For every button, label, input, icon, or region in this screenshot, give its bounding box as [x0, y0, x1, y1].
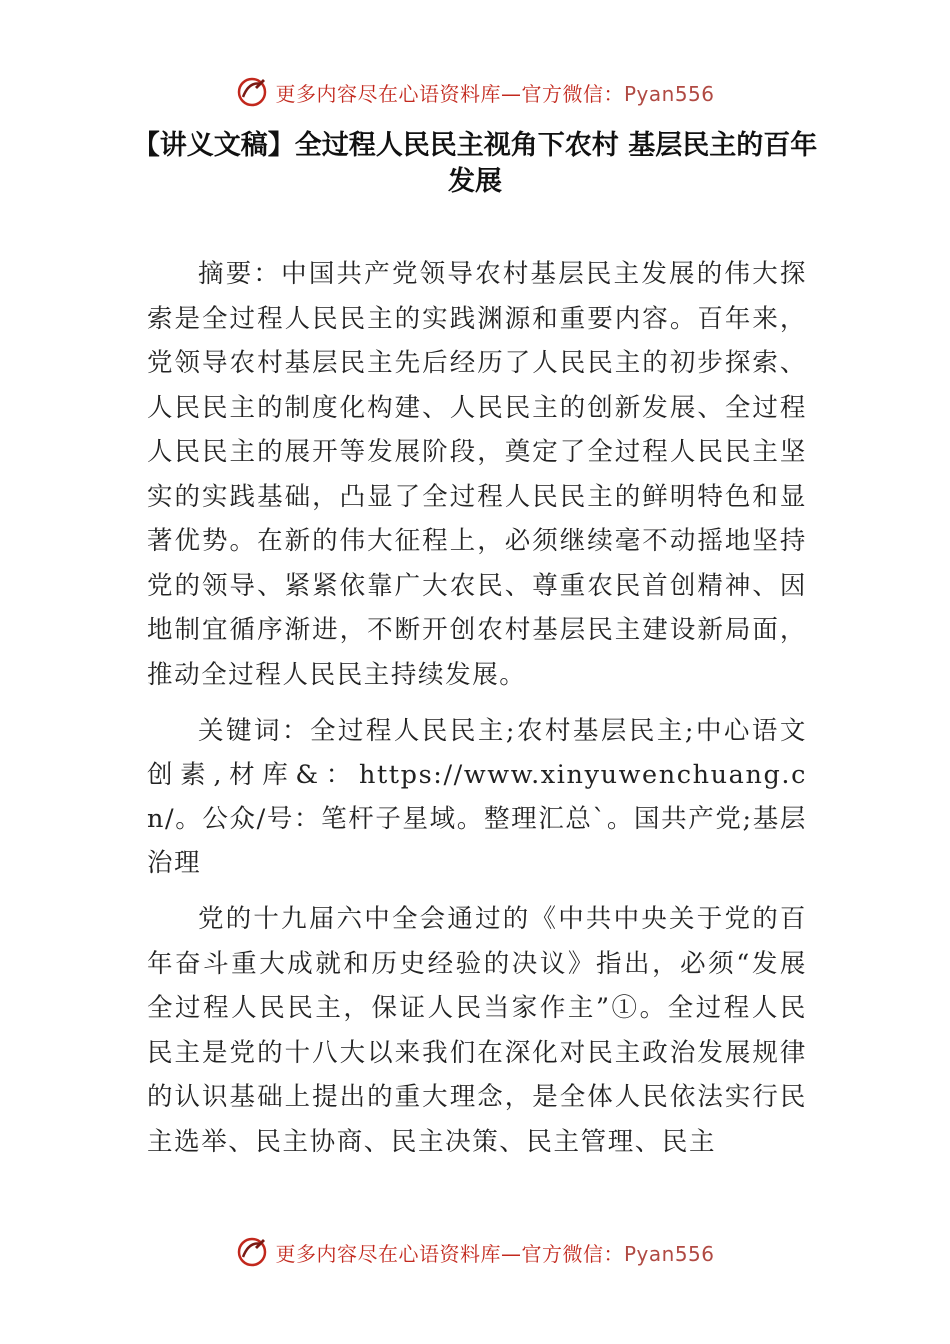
wechat-id: Pyan556	[623, 81, 715, 106]
wechat-id: Pyan556	[623, 1241, 715, 1266]
banner-label: 更多内容尽在心语资料库—官方微信：	[275, 1241, 624, 1266]
document-body	[147, 252, 807, 1176]
banner-label: 更多内容尽在心语资料库—官方微信：	[275, 81, 624, 106]
intro-paragraph: 党的十九届六中全会通过的《中共中央关于党的百年奋斗重大成就和历史经验的决议》指出，必须“发展全过程人民民主，保证人民当家作主”①。全过程人民民主是党的十八大以来我们在深化对民主政治发展规律的认识基础上提出的重大理念，是全体人民依法实行民主选举、民主协商、民主决策、民主管理、民主	[147, 904, 807, 1157]
banner-text	[275, 1238, 714, 1267]
watermark-banner-top	[0, 72, 950, 112]
document-title: 【讲义文稿】全过程人民民主视角下农村 基层民主的百年发展	[132, 130, 818, 197]
banner-text	[275, 78, 714, 107]
keywords-paragraph: 关键词：全过程人民民主;农村基层民主;中心语文创素,材库&：https://www.xinyuwenchuang.cn/。公众/号：笔杆子星域。整理汇总`。国共产党;基层治理	[147, 716, 807, 878]
watermark-banner-bottom	[0, 1232, 950, 1272]
pen-swirl-logo-icon	[235, 1235, 269, 1269]
pen-swirl-logo-icon	[235, 75, 269, 109]
abstract-paragraph: 摘要：中国共产党领导农村基层民主发展的伟大探索是全过程人民民主的实践渊源和重要内容。百年来，党领导农村基层民主先后经历了人民民主的初步探索、人民民主的制度化构建、人民民主的创新发展、全过程人民民主的展开等发展阶段，奠定了全过程人民民主坚实的实践基础，凸显了全过程人民民主的鲜明特色和显著优势。在新的伟大征程上，必须继续毫不动摇地坚持党的领导、紧紧依靠广大农民、尊重农民首创精神、因地制宜循序渐进，不断开创农村基层民主建设新局面，推动全过程人民民主持续发展。	[147, 259, 807, 690]
